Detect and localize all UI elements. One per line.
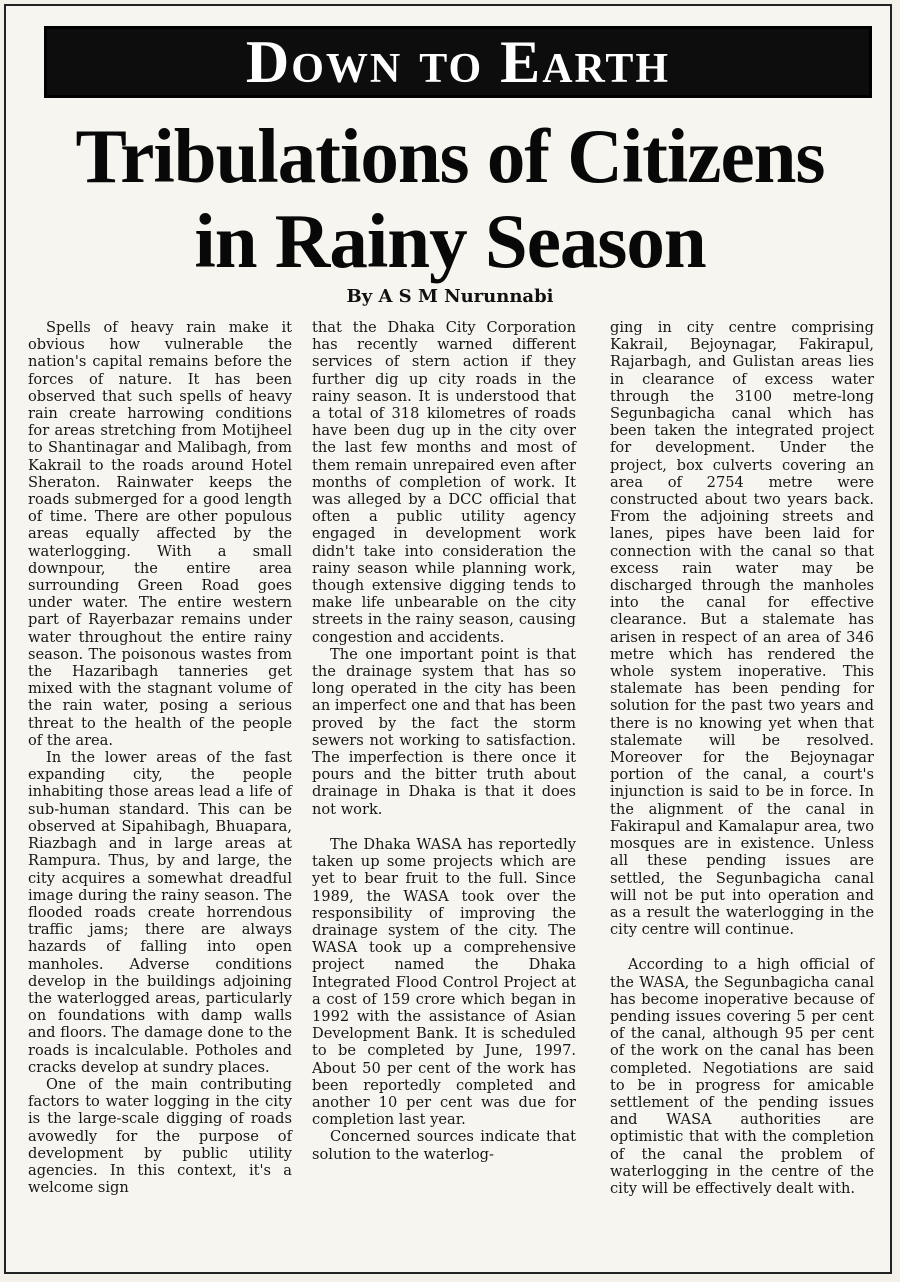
paragraph: The Dhaka WASA has reportedly taken up some projects which are yet to bear fruit to the full. Since 1989, the WASA took over the responsibility of improving the drainage system of the city. The WASA took up a comprehensive project named the Dhaka Integrated Flood Control Project at a cost of 159 crore which began in 1992 with the assistance of Asian Development Bank. It is scheduled to be completed by June, 1997. About 50 per cent of the work has been reportedly completed and another 10 per cent was due for completion last year. bbox=[312, 835, 576, 1129]
headline-line-1: Tribulations of Citizens bbox=[75, 113, 825, 199]
newspaper-clipping bbox=[4, 4, 892, 1274]
paragraph: One of the main contributing factors to water logging in the city is the large-scale digging of roads avowedly for the purpose of development by public utility agencies. In this context, it's a welcome sign bbox=[28, 1075, 292, 1197]
paragraph: The one important point is that the drainage system that has so long operated in the city has been an imperfect one and that has been proved by the fact the storm sewers not working to satisfaction. The imperfection is there once it pours and the bitter truth about drainage in Dhaka is that it does not work. bbox=[312, 645, 576, 818]
paragraph: Spells of heavy rain make it obvious how vulnerable the nation's capital remains before the forces of nature. It has been observed that such spells of heavy rain create harrowing conditions for areas stretching from Motijheel to Shantinagar and Malibagh, from Kakrail to the roads around Hotel Sheraton. Rainwater keeps the roads submerged for a good length of time. There are other populous areas equally affected by the waterlogging. With a small downpour, the entire area surrounding Green Road goes under water. The entire western part of Rayerbazar remains under water throughout the entire rainy season. The poisonous wastes from the Hazaribagh tanneries get mixed with the stagnant volume of the rain water, posing a serious threat to the health of the people of the area. bbox=[28, 319, 292, 749]
article-column-1 bbox=[28, 319, 292, 1196]
paragraph: that the Dhaka City Corporation has recently warned different services of stern action if they further dig up city roads in the rainy season. It is understood that a total of 318 kilometres of roads have been dug up in the city over the last few months and most of them remain unrepaired even after months of completion of work. It was alleged by a DCC official that often a public utility agency engaged in development work didn't take into consideration the rainy season while planning work, though extensive digging tends to make life unbearable on the city streets in the rainy season, causing congestion and accidents. bbox=[312, 319, 576, 646]
paragraph: Concerned sources indicate that solution to the waterlog- bbox=[312, 1128, 576, 1163]
byline: By A S M Nurunnabi bbox=[346, 286, 554, 307]
column-banner bbox=[44, 26, 872, 98]
paragraph: In the lower areas of the fast expanding city, the people inhabiting those areas lead a life of sub-human standard. This can be observed at Sipahibagh, Bhuapara, Riazbagh and in large areas at Rampura. Thus, by and large, the city acquires a somewhat dreadful image during the rainy season. The flooded roads create horrendous traffic jams; there are always hazards of falling into open manholes. Adverse conditions develop in the buildings adjoining the waterlogged areas, particularly on foundations with damp walls and floors. The damage done to the roads is incalculable. Potholes and cracks develop at sundry places. bbox=[28, 749, 292, 1076]
paragraph: According to a high official of the WASA, the Segunbagicha canal has become inoperative because of pending issues covering 5 per cent of the canal, although 95 per cent of the work on the canal has been completed. Negotiations are said to be in progress for amicable settlement of the pending issues and WASA authorities are optimistic that with the completion of the canal the problem of waterlogging in the centre of the city will be effectively dealt with. bbox=[610, 956, 874, 1197]
paragraph: ging in city centre comprising Kakrail, Bejoynagar, Fakirapul, Rajarbagh, and Gulistan areas lies in clearance of excess water through the 3100 metre-long Segunbagicha canal which has been taken the integrated project for development. Under the project, box culverts covering an area of 2754 metre were constructed about two years back. From the adjoining streets and lanes, pipes have been laid for connection with the canal so that excess rain water may be discharged through the manholes into the canal for effective clearance. But a stalemate has arisen in respect of an area of 346 metre which has rendered the whole system inoperative. This stalemate has been pending for solution for the past two years and there is no knowing yet when that stalemate will be resolved. Moreover for the Bejoynagar portion of the canal, a court's injunction is said to be in force. In the alignment of the canal in Fakirapul and Kamalapur area, two mosques are in existence. Unless all these pending issues are settled, the Segunbagicha canal will not be put into operation and as a result the waterlogging in the city centre will continue. bbox=[610, 319, 874, 939]
article-column-3 bbox=[610, 319, 874, 1197]
banner-title: Down to Earth bbox=[245, 29, 671, 95]
headline-line-2: in Rainy Season bbox=[194, 198, 706, 284]
article-column-2 bbox=[312, 319, 576, 1163]
